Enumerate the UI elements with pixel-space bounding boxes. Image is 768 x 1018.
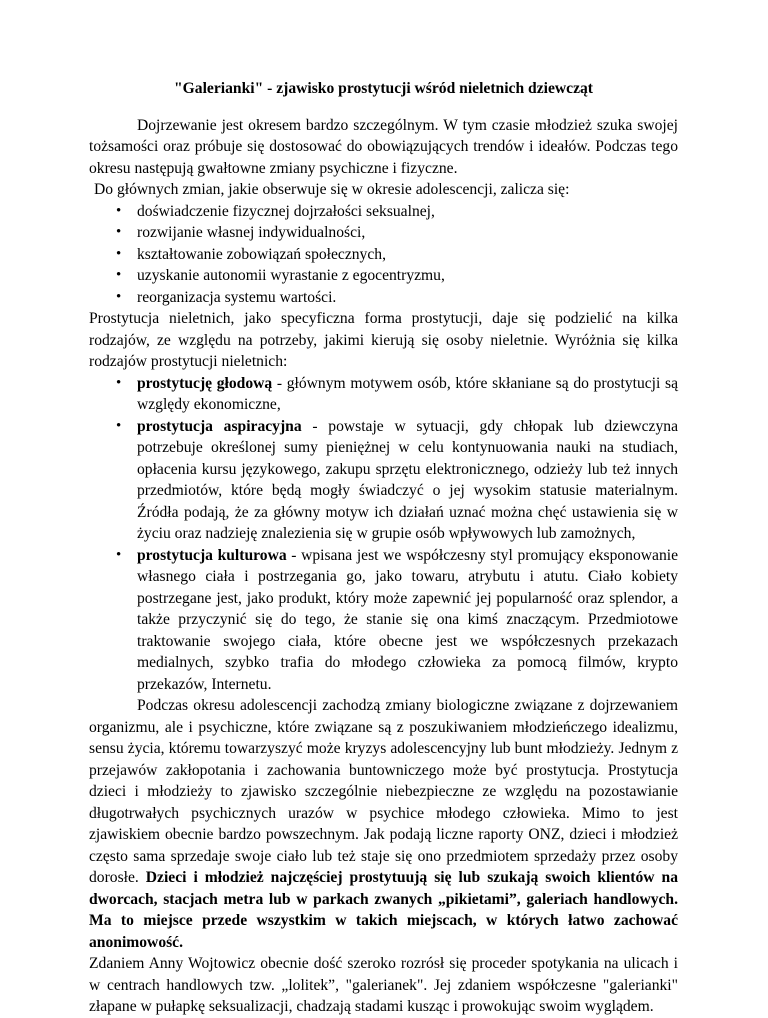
- paragraph-changes-lead: Do głównych zmian, jakie obserwuje się w okresie adolescencji, zalicza się:: [94, 181, 570, 198]
- changes-list: [89, 201, 678, 309]
- paragraph-intro: Dojrzewanie jest okresem bardzo szczególnym. W tym czasie młodzież szuka swojej tożsamości oraz próbuje się dostosować do obowiązujących trendów i ideałów. Podczas tego okresu następują gwałtowne zmiany psychiczne i fizyczne.: [89, 116, 678, 177]
- list-item: • reorganizacja systemu wartości.: [89, 287, 678, 309]
- paragraph-adolescence: [89, 695, 678, 953]
- list-item: [89, 373, 678, 416]
- list-item: [89, 545, 678, 696]
- types-list: [89, 373, 678, 696]
- list-item: • uzyskanie autonomii wyrastanie z egocentryzmu,: [89, 265, 678, 287]
- term-description: - wpisana jest we współczesny styl promujący eksponowanie własnego ciała i postrzegania go, jako towaru, atrybutu i atutu. Ciało kobiety postrzegane jest, jako produkt, który może zapewnić jej popularność oraz splendor, a także przyczynić się do tego, że stanie się ona kimś znaczącym. Przedmiotowe traktowanie swojego ciała, które obecne jest we współczesnych przekazach medialnych, szybko trafia do młodego człowieka za pomocą filmów, krypto przekazów, Internetu.: [137, 546, 678, 693]
- term-aspirational-prostitution: prostytucja aspiracyjna: [137, 417, 302, 435]
- list-item: • rozwijanie własnej indywidualności,: [89, 222, 678, 244]
- list-item: • doświadczenie fizycznej dojrzałości seksualnej,: [89, 201, 678, 223]
- document-title: "Galerianki" - zjawisko prostytucji wśród nieletnich dziewcząt: [174, 80, 593, 97]
- paragraph-conclusion: Zdaniem Anny Wojtowicz obecnie dość szeroko rozrósł się proceder spotykania na ulicach i w centrach handlowych tzw. „lolitek”, "galerianek". Jej zdaniem współczesne "galerianki" złapane w pułapkę seksualizacji, chadzają stadami kusząc i prowokując swoim wyglądem.: [89, 955, 678, 1015]
- term-description: - powstaje w sytuacji, gdy chłopak lub dziewczyna potrzebuje określonej sumy pieniężnej w celu kontynuowania nauki na studiach, opłacenia kursu językowego, zakupu sprzętu elektronicznego, odzieży lub też innych przedmiotów, które będą mogły świadczyć o jej wysokim statusie materialnym. Źródła podają, że za główny motyw ich działań uznać można chęć ustawienia się w życiu oraz nadzieję znalezienia się w grupie osób wpływowych lub zamożnych,: [137, 417, 678, 542]
- term-hunger-prostitution: prostytucję głodową: [137, 374, 273, 392]
- paragraph-adolescence-bold: Dzieci i młodzież najczęściej prostytuują się lub szukają swoich klientów na dworcach, stacjach metra lub w parkach zwanych „pikietami”, galeriach handlowych. Ma to miejsce przede wszystkim w takich miejscach, w których łatwo zachować anonimowość.: [89, 869, 678, 951]
- paragraph-adolescence-text: Podczas okresu adolescencji zachodzą zmiany biologiczne związane z dojrzewaniem organizmu, ale i psychiczne, które związane są z poszukiwaniem młodzieńczego idealizmu, sensu życia, któremu towarzyszyć może kryzys adolescencyjny lub bunt młodzieży. Jednym z przejawów zakłopotania i zachowania buntowniczego może być prostytucja. Prostytucja dzieci i młodzieży to zjawisko szczególnie niebezpieczne ze względu na pozostawianie długotrwałych psychicznych urazów w psychice młodego człowieka. Mimo to jest zjawiskiem obecnie bardzo powszechnym. Jak podają liczne raporty ONZ, dzieci i młodzież często sama sprzedaje swoje ciało lub też staje się ono przedmiotem sprzedaży przez osoby dorosłe.: [89, 697, 678, 886]
- term-cultural-prostitution: prostytucja kulturowa: [137, 546, 287, 564]
- term-description: - głównym motywem osób, które skłaniane są do prostytucji są względy ekonomiczne,: [137, 374, 679, 413]
- list-item: [89, 416, 678, 545]
- paragraph-types: Prostytucja nieletnich, jako specyficzna forma prostytucji, daje się podzielić na kilka rodzajów, ze względu na potrzeby, jakimi kierują się osoby nieletnie. Wyróżnia się kilka rodzajów prostytucji nieletnich:: [89, 310, 678, 370]
- list-item: • kształtowanie zobowiązań społecznych,: [89, 244, 678, 266]
- document-body: [89, 78, 678, 1018]
